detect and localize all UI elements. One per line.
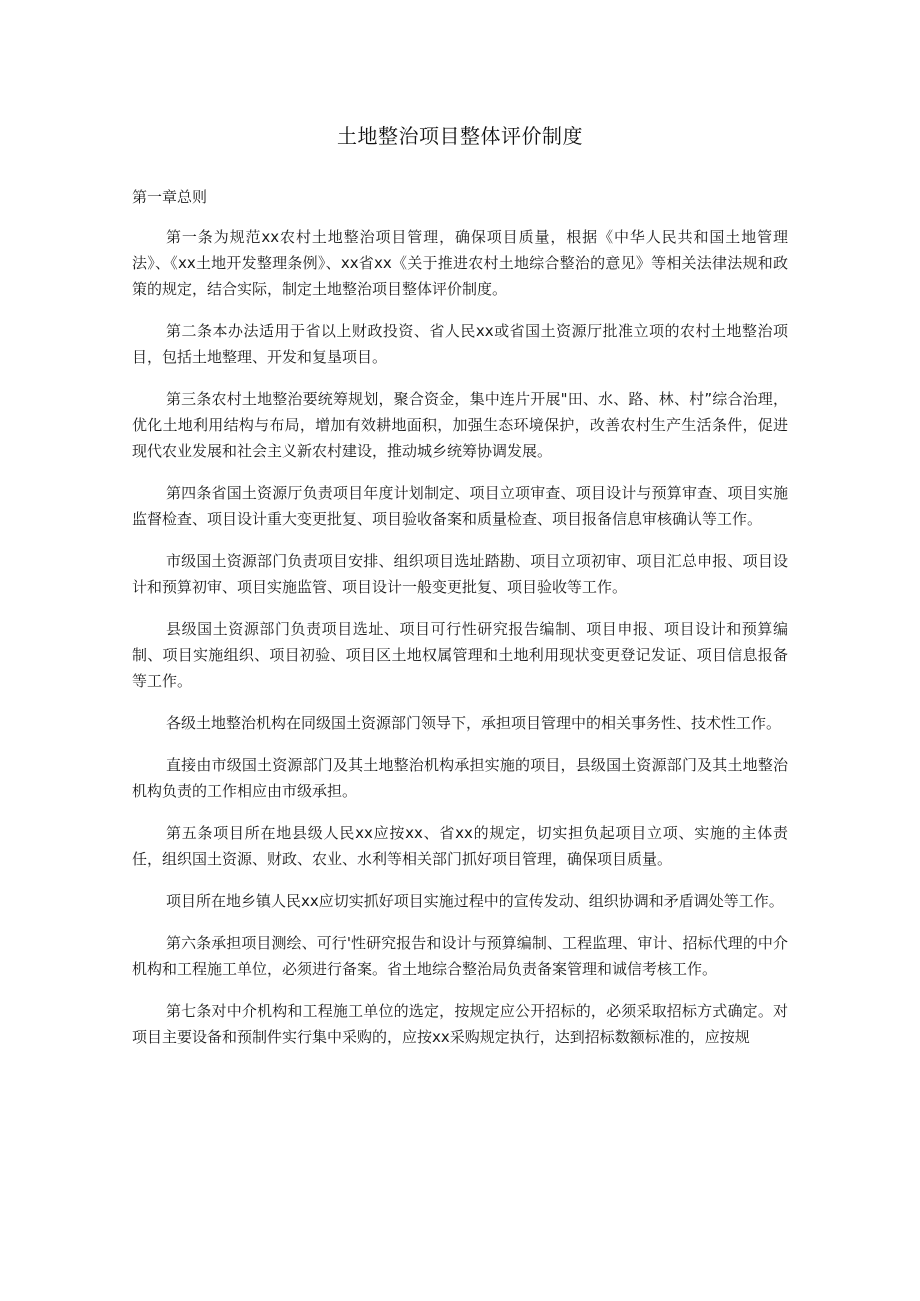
paragraph-article-4: 第四条省国土资源厅负责项目年度计划制定、项目立项审查、项目设计与预算审查、项目实施监督检查、项目设计重大变更批复、项目验收备案和质量检查、项目报备信息审核确认等工作。	[132, 484, 788, 528]
paragraph-article-5: 第五条项目所在地县级人民xx应按xx、省xx的规定，切实担负起项目立项、实施的主体责任，组织国土资源、财政、农业、水利等相关部门抓好项目管理，确保项目质量。	[132, 824, 788, 868]
paragraph-township-duties: 项目所在地乡镇人民xx应切实抓好项目实施过程中的宣传发动、组织协调和矛盾调处等工作。	[166, 892, 784, 910]
paragraph-county-duties: 县级国土资源部门负责项目选址、项目可行性研究报告编制、项目申报、项目设计和预算编制、项目实施组织、项目初验、项目区土地权属管理和土地利用现状变更登记发证、项目信息报备等工作。	[132, 620, 788, 690]
chapter-heading: 第一章总则	[132, 188, 208, 206]
document-title: 土地整治项目整体评价制度	[337, 124, 583, 148]
paragraph-city-direct-projects: 直接由市级国土资源部门及其土地整治机构承担实施的项目，县级国土资源部门及其土地整治机构负责的工作相应由市级承担。	[132, 756, 788, 800]
paragraph-agency-duties: 各级土地整治机构在同级国土资源部门领导下，承担项目管理中的相关事务性、技术性工作。	[166, 714, 782, 732]
paragraph-article-7: 第七条对中介机构和工程施工单位的选定，按规定应公开招标的，必须采取招标方式确定。对项目主要设备和预制件实行集中采购的，应按xx采购规定执行，达到招标数额标准的，应按规	[132, 1002, 788, 1046]
paragraph-city-duties: 市级国土资源部门负责项目安排、组织项目选址踏勘、项目立项初审、项目汇总申报、项目设计和预算初审、项目实施监管、项目设计一般变更批复、项目验收等工作。	[132, 552, 788, 596]
paragraph-article-2: 第二条本办法适用于省以上财政投资、省人民xx或省国土资源厅批准立项的农村土地整治项目，包括土地整理、开发和复垦项目。	[132, 322, 788, 366]
paragraph-article-1: 第一条为规范xx农村土地整治项目管理，确保项目质量，根据《中华人民共和国土地管理法》、《xx土地开发整理条例》、xx省xx《关于推进农村土地综合整治的意见》等相关法律法规和政策的规定，结合实际，制定土地整治项目整体评价制度。	[132, 228, 788, 298]
paragraph-article-3: 第三条农村土地整治要统筹规划，聚合资金，集中连片开展"田、水、路、林、村”综合治理，优化土地利用结构与布局，增加有效耕地面积，加强生态环境保护，改善农村生产生活条件，促进现代农业发展和社会主义新农村建设，推动城乡统筹协调发展。	[132, 390, 788, 460]
paragraph-article-6: 第六条承担项目测绘、可行'性研究报告和设计与预算编制、工程监理、审计、招标代理的中介机构和工程施工单位，必须进行备案。省土地综合整治局负责备案管理和诚信考核工作。	[132, 934, 788, 978]
